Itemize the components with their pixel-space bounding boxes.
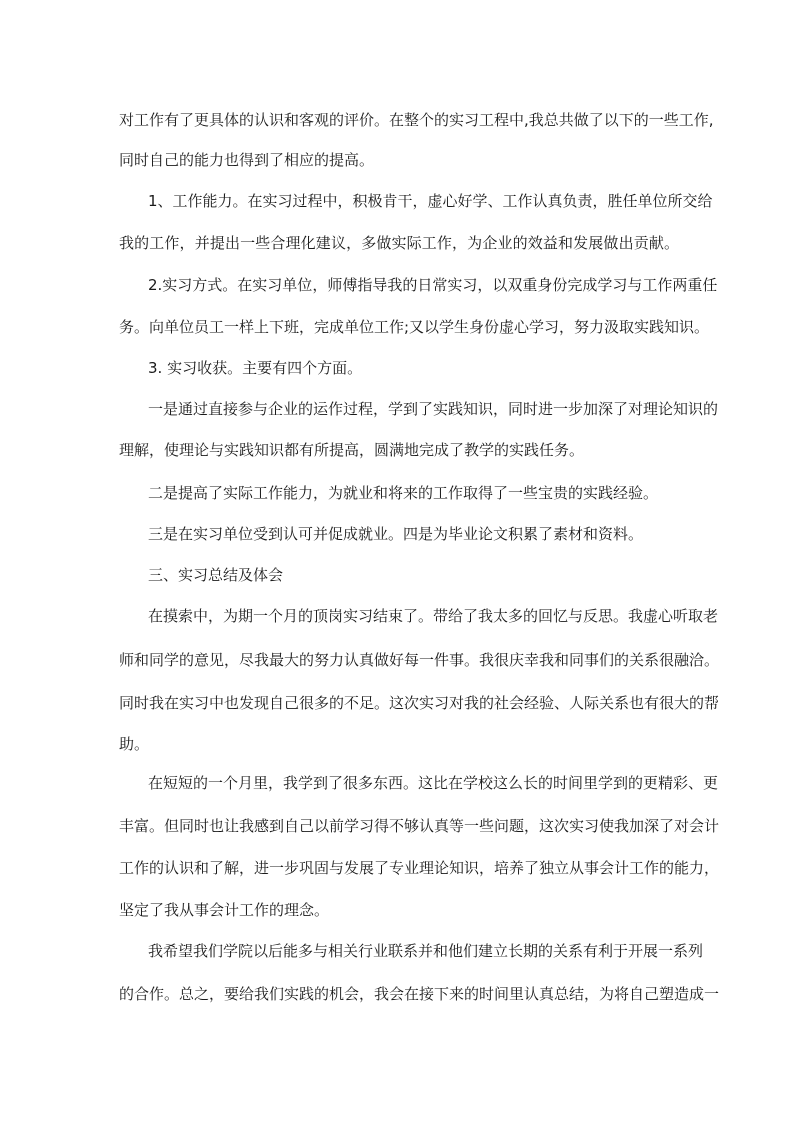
text-line: 助。 (119, 735, 150, 753)
text-line: 理解，使理论与实践知识都有所提高，圆满地完成了教学的实践任务。 (119, 441, 585, 459)
text-line: 工作的认识和了解，进一步巩固与发展了专业理论知识，培养了独立从事会计工作的能力， (119, 859, 720, 877)
text-line: 坚定了我从事会计工作的理念。 (119, 901, 330, 919)
text-line: 同时我在实习中也发现自己很多的不足。这次实习对我的社会经验、人际关系也有很大的帮 (119, 694, 720, 712)
text-line: 在短短的一个月里，我学到了很多东西。这比在学校这么长的时间里学到的更精彩、更 (148, 774, 719, 792)
text-line: 一是通过直接参与企业的运作过程，学到了实践知识，同时进一步加深了对理论知识的 (148, 400, 719, 418)
text-line: 我的工作，并提出一些合理化建议，多做实际工作，为企业的效益和发展做出贡献。 (119, 234, 679, 252)
text-line: 2.实习方式。在实习单位，师傅指导我的日常实习，以双重身份完成学习与工作两重任 (148, 276, 718, 294)
text-line: 师和同学的意见，尽我最大的努力认真做好每一件事。我很庆幸我和同事们的关系很融洽。 (119, 651, 720, 669)
text-line: 同时自己的能力也得到了相应的提高。 (119, 151, 375, 169)
text-line: 丰富。但同时也让我感到自己以前学习得不够认真等一些问题，这次实习使我加深了对会计 (119, 817, 720, 835)
text-line: 的合作。总之，要给我们实践的机会，我会在接下来的时间里认真总结，为将自己塑造成一 (119, 985, 720, 1003)
text-line: 二是提高了实际工作能力，为就业和将来的工作取得了一些宝贵的实践经验。 (148, 484, 659, 502)
text-line: 三是在实习单位受到认可并促成就业。四是为毕业论文积累了素材和资料。 (148, 525, 644, 543)
text-line: 务。向单位员工一样上下班，完成单位工作;又以学生身份虚心学习，努力汲取实践知识。 (119, 318, 710, 336)
text-line: 1、工作能力。在实习过程中，积极肯干，虚心好学、工作认真负责，胜任单位所交给 (148, 192, 713, 210)
text-line: 对工作有了更具体的认识和客观的评价。在整个的实习工程中,我总共做了以下的一些工作, (119, 111, 714, 129)
section-heading: 三、实习总结及体会 (148, 566, 284, 584)
text-line: 3. 实习收获。主要有四个方面。 (148, 359, 363, 377)
text-line: 我希望我们学院以后能多与相关行业联系并和他们建立长期的关系有利于开展一系列 (148, 942, 704, 960)
text-line: 在摸索中，为期一个月的顶岗实习结束了。带给了我太多的回忆与反思。我虚心听取老 (148, 607, 719, 625)
